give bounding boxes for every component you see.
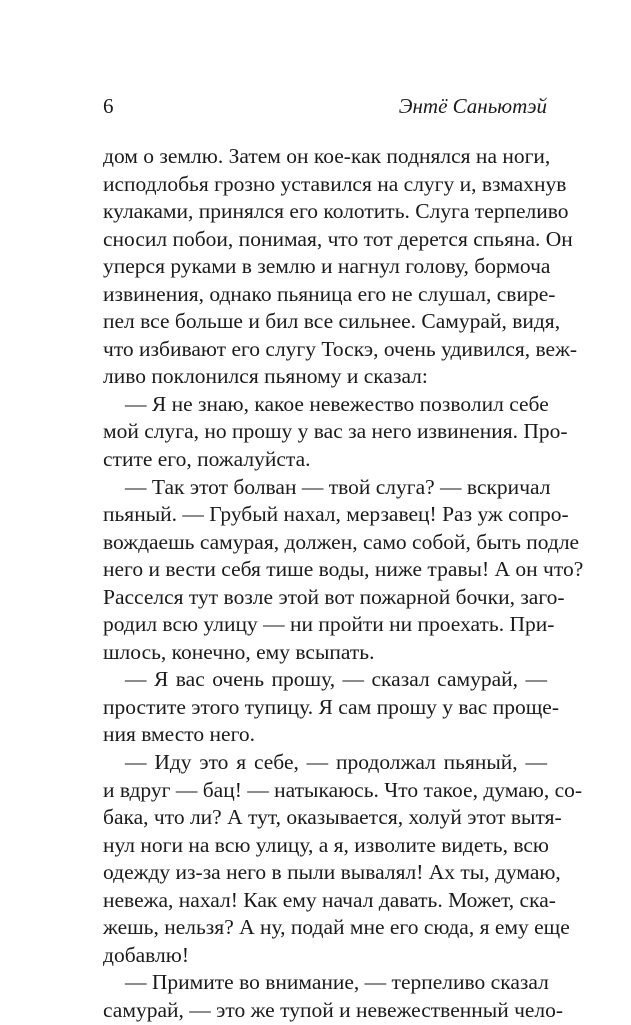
text-line: уперся руками в землю и нагнул голову, бормоча [103, 254, 551, 279]
text-line: и вдруг — бац! — натыкаюсь. Что такое, думаю, со- [103, 777, 583, 802]
text-line: — Я не знаю, какое невежество позволил себе [125, 391, 549, 416]
text-line: ливо поклонился пьяному и сказал: [103, 364, 428, 389]
text-line: дом о землю. Затем он кое-как поднялся на ноги, [103, 144, 551, 168]
text-line: сносил побои, понимая, что тот дерется спьяна. Он [103, 226, 573, 251]
text-line: вождаешь самурая, должен, само собой, быть подле [103, 529, 580, 554]
text-line: — Я вас очень прошу, — сказал самурай, — [125, 667, 547, 692]
text-line: бака, что ли? А тут, оказывается, холуй этот вытя- [103, 805, 562, 830]
text-line: Расселся тут возле этой вот пожарной бочки, заго- [103, 584, 565, 609]
text-line: — Иду это я себе, — продолжал пьяный, — [125, 750, 547, 775]
text-line: пьяный. — Грубый нахал, мерзавец! Раз уж сопро- [103, 502, 569, 527]
text-line: невежа, нахал! Как ему начал давать. Может, ска- [103, 887, 556, 912]
text-line: стите его, пожалуйста. [103, 447, 311, 472]
text-line: самурай, — это же тупой и невежественный чело- [103, 997, 564, 1022]
text-line: мой слуга, но прошу у вас за него извинения. Про- [103, 419, 568, 444]
text-line: простите этого тупицу. Я сам прошу у вас проще- [103, 694, 559, 719]
text-line: нул ноги на всю улицу, а я, изволите видеть, всю [103, 832, 549, 857]
running-head [103, 92, 547, 120]
text-line: добавлю! [103, 942, 189, 967]
text-line: исподлобья грозно уставился на слугу и, взмахнув [103, 171, 567, 196]
page-number: 6 [103, 94, 114, 118]
text-line: родил всю улицу — ни пройти ни проехать. При- [103, 612, 555, 637]
text-line: ния вместо него. [103, 722, 255, 747]
body-text [103, 143, 584, 1025]
text-line: — Примите во внимание, — терпеливо сказал [125, 970, 549, 995]
text-line: жешь, нельзя? А ну, подай мне его сюда, я ему еще [103, 915, 570, 940]
text-line: извинения, однако пьяница его не слушал, свире- [103, 281, 556, 306]
text-line: что избивают его слугу Тоскэ, очень удивился, веж- [103, 336, 578, 361]
running-title: Энтё Саньютэй [398, 94, 547, 118]
text-line: — Так этот болван — твой слуга? — вскричал [125, 474, 551, 499]
text-line: кулаками, принялся его колотить. Слуга терпеливо [103, 199, 569, 224]
text-line: пел все больше и бил все сильнее. Самурай, видя, [103, 309, 561, 334]
text-line: шлось, конечно, ему всыпать. [103, 639, 375, 664]
text-line: одежду из-за него в пыли вывалял! Ах ты, думаю, [103, 860, 561, 885]
text-line: него и вести себя тише воды, ниже травы! А он что? [103, 557, 584, 582]
